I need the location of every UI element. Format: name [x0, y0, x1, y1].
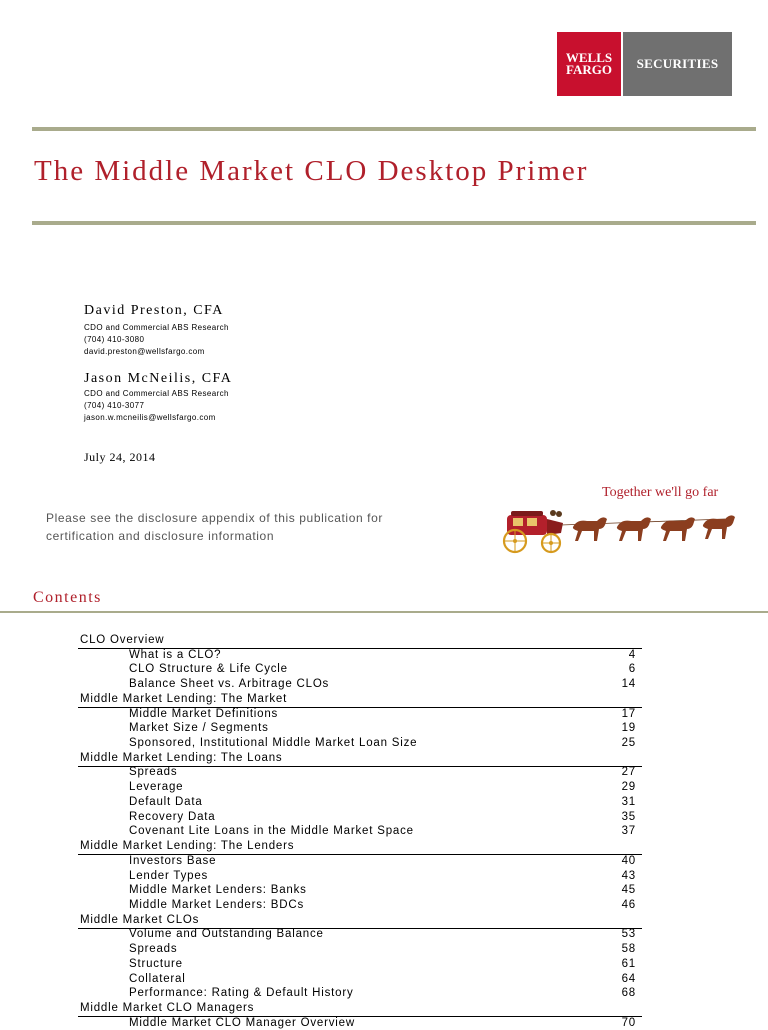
toc-page-number: 40 — [621, 854, 636, 867]
toc-entry[interactable] — [129, 883, 636, 897]
toc-entry[interactable] — [129, 707, 636, 721]
toc-label: What is a CLO? — [129, 648, 222, 661]
toc-entry[interactable] — [129, 824, 636, 838]
toc-page-number: 31 — [621, 795, 636, 808]
toc-label: Middle Market Lending: The Lenders — [80, 840, 295, 853]
toc-page-number: 19 — [621, 722, 636, 735]
toc-page-number: 70 — [621, 1016, 636, 1029]
logo-line-1: WELLS — [565, 50, 613, 65]
toc-entry[interactable] — [129, 780, 636, 794]
toc-entry[interactable] — [129, 942, 636, 956]
toc-entry[interactable] — [129, 869, 636, 883]
toc-entry[interactable] — [129, 795, 636, 809]
toc-label: Leverage — [129, 781, 184, 794]
title-divider — [32, 221, 756, 225]
author-1-phone: (704) 410-3080 — [84, 335, 145, 344]
publication-date: July 24, 2014 — [84, 450, 156, 464]
toc-page-number: 53 — [621, 928, 636, 941]
toc-label: Structure — [129, 957, 183, 970]
toc-label: Lender Types — [129, 869, 209, 882]
toc-entry[interactable] — [129, 1016, 636, 1030]
toc-page-number: 61 — [621, 957, 636, 970]
toc-page-number: 17 — [621, 707, 636, 720]
toc-page-number: 29 — [621, 781, 636, 794]
toc-label: CLO Overview — [80, 634, 165, 646]
toc-label: Spreads — [129, 943, 178, 956]
toc-page-number: 14 — [621, 678, 636, 691]
toc-entry[interactable] — [129, 765, 636, 779]
toc-label: Middle Market Lending: The Market — [80, 692, 288, 705]
document-title: The Middle Market CLO Desktop Primer — [34, 155, 589, 187]
toc-page-number: 68 — [621, 987, 636, 1000]
toc-label: Covenant Lite Loans in the Middle Market Space — [129, 825, 414, 838]
toc-page-number: 46 — [621, 898, 636, 911]
toc-label: Recovery Data — [129, 810, 216, 823]
toc-label: Middle Market Lenders: Banks — [129, 884, 307, 897]
toc-page-number: 4 — [628, 648, 636, 661]
toc-label: Middle Market CLOs — [80, 913, 200, 926]
toc-label: Spreads — [129, 766, 178, 779]
toc-page-number: 35 — [621, 810, 636, 823]
wells-fargo-securities-logo — [557, 32, 732, 96]
toc-label: Performance: Rating & Default History — [129, 987, 354, 1000]
toc-page-number: 37 — [621, 825, 636, 838]
toc-label: Middle Market Definitions — [129, 707, 279, 720]
toc-label: Balance Sheet vs. Arbitrage CLOs — [129, 678, 330, 691]
toc-label: Market Size / Segments — [129, 722, 269, 735]
toc-section-heading — [80, 913, 640, 927]
wells-fargo-logo-mark — [557, 32, 621, 96]
toc-entry[interactable] — [129, 972, 636, 986]
toc-label: CLO Structure & Life Cycle — [129, 663, 288, 676]
toc-page-number: 45 — [621, 884, 636, 897]
top-divider — [32, 127, 756, 131]
toc-page-number: 58 — [621, 943, 636, 956]
author-2-phone: (704) 410-3077 — [84, 401, 145, 410]
toc-page-number: 25 — [621, 737, 636, 750]
toc-entry[interactable] — [129, 721, 636, 735]
toc-label: Volume and Outstanding Balance — [129, 928, 324, 941]
disclosure-line-1: Please see the disclosure appendix of this publication for — [46, 511, 383, 525]
toc-entry[interactable] — [129, 736, 636, 750]
toc-label: Middle Market CLO Managers — [80, 1002, 255, 1014]
toc-entry[interactable] — [129, 927, 636, 941]
toc-page-number: 6 — [628, 663, 636, 676]
toc-section-heading — [80, 1001, 640, 1015]
logo-line-2: FARGO — [566, 62, 612, 77]
toc-entry[interactable] — [129, 677, 636, 691]
toc-entry[interactable] — [129, 898, 636, 912]
toc-entry[interactable] — [129, 986, 636, 1000]
contents-heading: Contents — [33, 589, 102, 606]
disclosure-line-2: certification and disclosure information — [46, 529, 275, 543]
toc-entry[interactable] — [129, 662, 636, 676]
toc-section-heading — [80, 751, 640, 765]
toc-section-heading — [80, 692, 640, 706]
toc-section-heading — [80, 633, 640, 647]
author-2-dept: CDO and Commercial ABS Research — [84, 389, 229, 398]
toc-entry[interactable] — [129, 648, 636, 662]
logo-securities-text: SECURITIES — [623, 32, 732, 96]
author-1-email[interactable]: david.preston@wellsfargo.com — [84, 347, 205, 356]
toc-label: Sponsored, Institutional Middle Market Loan Size — [129, 737, 418, 750]
toc-label: Middle Market CLO Manager Overview — [129, 1016, 355, 1029]
toc-label: Collateral — [129, 972, 186, 985]
contents-divider — [0, 611, 768, 613]
toc-label: Investors Base — [129, 854, 217, 867]
author-1-dept: CDO and Commercial ABS Research — [84, 323, 229, 332]
toc-section-heading — [80, 839, 640, 853]
toc-label: Middle Market Lenders: BDCs — [129, 898, 304, 911]
brand-tagline: Together we'll go far — [602, 485, 719, 500]
toc-entry[interactable] — [129, 810, 636, 824]
toc-entry[interactable] — [129, 854, 636, 868]
toc-label: Default Data — [129, 795, 203, 808]
author-1-name: David Preston, CFA — [84, 303, 224, 318]
author-2-email[interactable]: jason.w.mcneilis@wellsfargo.com — [84, 413, 216, 422]
toc-page-number: 27 — [621, 766, 636, 779]
toc-page-number: 64 — [621, 972, 636, 985]
stagecoach-illustration — [495, 505, 740, 555]
toc-page-number: 43 — [621, 869, 636, 882]
toc-label: Middle Market Lending: The Loans — [80, 751, 283, 764]
author-2-name: Jason McNeilis, CFA — [84, 371, 233, 386]
toc-entry[interactable] — [129, 957, 636, 971]
disclosure-note — [46, 509, 383, 545]
